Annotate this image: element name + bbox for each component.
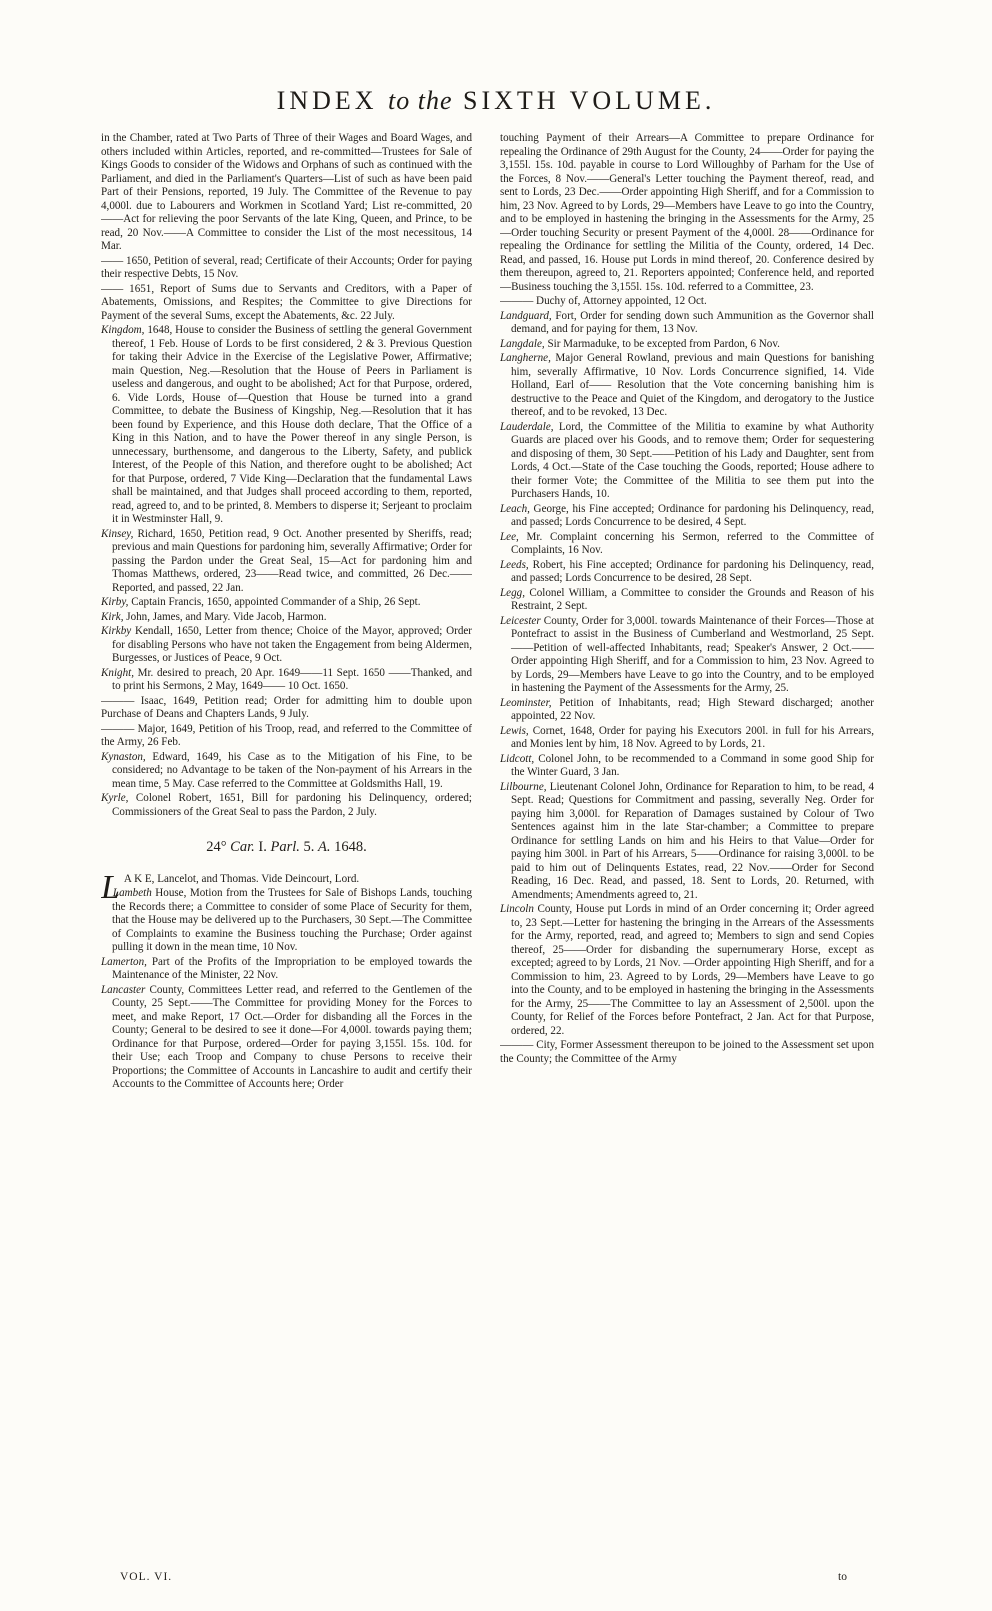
index-entry	[101, 984, 472, 1092]
index-entry	[500, 781, 874, 903]
entry-text: George, his Fine accepted; Ordinance for pardoning his Delinquency, read, and passed; Lords Concurrence to be desired, 4 Sept.	[511, 502, 874, 528]
entry-headword: Kynaston,	[101, 750, 146, 763]
catchword: to	[838, 1571, 847, 1583]
index-entry	[500, 338, 874, 352]
left-entry-list-2	[101, 887, 472, 1092]
title-connector: to the	[388, 86, 453, 115]
entry-headword: Lee,	[500, 530, 519, 543]
entry-text: Petition of Inhabitants, read; High Steward discharged; another appointed, 22 Nov.	[511, 696, 874, 722]
entry-text: Captain Francis, 1650, appointed Commander of a Ship, 26 Sept.	[128, 596, 421, 608]
entry-text: Mr. Complaint concerning his Sermon, referred to the Committee of Complaints, 16 Nov.	[511, 530, 874, 556]
entry-text: Lord, the Committee of the Militia to examine by what Authority Guards are placed over his Goods, and to remove them; Order for sequestering and disposing of them, 30 Sept.——Petition of his Lady and Daughter, sent from Lords, 4 Oct.—State of the Case touching the Goods, reported; House adhere to their former Vote; the Committee of the Militia to see them put into the Purchasers Hands, 10.	[511, 420, 874, 500]
entry-text: County, Committees Letter read, and referred to the Gentlemen of the County, 25 Sept.——The Committee for providing Money for the Forces to meet, and make Report, 17 Oct.—Order for disbanding all the Forces in the County; General to be desired to see it done—For 4,000l. towards paying them; Ordinance for that Purpose, ordered—Order for paying 3,155l. 15s. 10d. for their Use; each Troop and Company to chuse Persons to receive their Proportions; the Committee of Accounts in Lancashire to audit and certify their Accounts to the Committee of Accounts here; Order	[112, 983, 472, 1091]
entry-text: Colonel Robert, 1651, Bill for pardoning his Delinquency, ordered; Commissioners of the Great Seal to pass the Pardon, 2 July.	[112, 792, 472, 818]
index-entry	[101, 283, 472, 324]
drop-cap: L	[101, 868, 120, 906]
index-entry	[500, 725, 874, 752]
index-entry	[101, 695, 472, 722]
index-entry	[101, 887, 472, 955]
entry-text: Colonel John, to be recommended to a Command in some good Ship for the Winter Guard, 3 Jan.	[511, 752, 874, 778]
index-entry	[101, 611, 472, 625]
entry-headword: Kirkby	[101, 625, 132, 637]
index-entry	[500, 903, 874, 1038]
left-column	[101, 132, 472, 1587]
entry-headword: Lauderdale,	[500, 420, 554, 433]
entry-headword: Leicester	[500, 614, 541, 627]
entry-text: touching Payment of their Arrears—A Committee to prepare Ordinance for repealing the Ordinance of 29th August for the County, 24——Order for paying the 3,155l. 15s. 10d. payable in course to Lord Willoughby of Parham for the Use of the Forces, 8 Nov.——General's Letter touching the Payment thereof, read, and sent to Lords, 23 Dec.——Order appointing High Sheriff, and for a Commission to him, 23 Nov. Agreed to by Lords, 29—Members have Leave to go into the Country, and to be employed in hastening the bringing in the Assessments for the Army, 25—Order touching Security or present Payment of the 4,000l. 28——Ordinance for repealing the Ordinance for settling the Militia of the County, ordered, 14 Dec. Read, and passed, 16. House put Lords in mind thereof, 20. Conference desired by them thereupon, agreed to, 21. Reporters appointed; Conference held, and reported—Business touching the 3,155l. 15s. 10d. referred to a Committee, 23.	[500, 132, 874, 293]
entry-text: Lieutenant Colonel John, Ordinance for Reparation to him, to be read, 4 Sept. Read; Questions for Commitment and passing, severally Neg. Order for paying him 3,000l. for Reparation of Damages sustained by Colour of Two Sentences against him in the late Star-chamber; a Committee to prepare Ordinance for settling Lands on him and his Heirs to that Value—Order for paying him 300l. in Part of his Arrears, 5——Ordinance for raising 3,000l. to be paid to him out of Delinquents Estates, read, 22 Nov.——Order for Second Reading, 16 Dec. Read, and passed, 18. Sent to Lords, 20. Returned, with Amendments; Amendments agreed to, 21.	[511, 780, 874, 901]
entry-headword: Kinsey,	[101, 527, 134, 540]
index-entry	[101, 751, 472, 792]
entry-text: Major General Rowland, previous and main Questions for banishing him, severally Affirmative, 10 Nov. Lords Concurrence signified, 14. Vide Holland, Earl of—— Resolution that the Vote concerning banishing him is destructive to the Peace and Quiet of the Kingdom, and derogatory to the Justice thereof, and to be revoked, 13 Dec.	[511, 352, 874, 418]
index-entry	[500, 559, 874, 586]
entry-text: in the Chamber, rated at Two Parts of Three of their Wages and Board Wages, and others included within Articles, reported, and re-committed—Trustees for Sale of Kings Goods to consider of the Widows and Orphans of such as continued with the Parliament, and died in the Parliament's Quarters—List of such as have been paid Part of their Pensions, reported, 19 July. The Committee of the Revenue to pay 4,000l. due to Labourers and Workmen in Scotland Yard; List re-committed, 20——Act for relieving the poor Servants of the late King, Queen, and Prince, to be read, 20 Nov.——A Committee to consider the List of the most necessitous, 14 Mar.	[101, 132, 472, 252]
heading-parl: Parl.	[270, 839, 300, 855]
entry-headword: Lambeth	[112, 887, 152, 900]
heading-year: 1648.	[330, 839, 367, 855]
index-entry	[500, 697, 874, 724]
entry-text: John, James, and Mary. Vide Jacob, Harmon.	[123, 610, 327, 623]
section-heading	[101, 839, 472, 857]
entry-text: —— 1651, Report of Sums due to Servants and Creditors, with a Paper of Abatements, Omissions, and Respites; the Committee to give Directions for Payment of the several Sums, except the Abatements, &c. 22 July.	[101, 282, 472, 322]
entry-text: Richard, 1650, Petition read, 9 Oct. Another presented by Sheriffs, read; previous and main Questions for pardoning him, severally Affirmative; Order for passing the Pardon under the Great Seal, 15—Act for pardoning him and Thomas Matthews, ordered, 23——Read twice, and committed, 26 Dec.——Reported, and passed, 22 Jan.	[112, 527, 472, 594]
entry-headword: Leominster,	[500, 696, 552, 709]
entry-text: Mr. desired to preach, 20 Apr. 1649——11 Sept. 1650 ——Thanked, and to print his Sermons, 2 May, 1649—— 10 Oct. 1650.	[112, 666, 472, 692]
entry-headword: Lancaster	[101, 983, 146, 996]
index-entry	[101, 956, 472, 983]
entry-headword: Lincoln	[500, 903, 534, 915]
entry-text: ——— Isaac, 1649, Petition read; Order for admitting him to double upon Purchase of Deans and Chapters Lands, 9 July.	[101, 694, 472, 720]
right-entry-list	[500, 132, 874, 1066]
entry-text: Sir Marmaduke, to be excepted from Pardon, 6 Nov.	[544, 337, 780, 350]
entry-text: ——— City, Former Assessment thereupon to be joined to the Assessment set upon the County; the Committee of the Army	[500, 1039, 874, 1065]
entry-text: Edward, 1649, his Case as to the Mitigation of his Fine, to be considered; no Advantage to be taken of the Non-payment of his Arrears in the mean time, 5 May. Case referred to the Committee at Goldsmiths Hall, 19.	[112, 750, 472, 790]
entry-text: —— 1650, Petition of several, read; Certificate of their Accounts; Order for paying their respective Debts, 15 Nov.	[101, 254, 472, 280]
entry-text: House, Motion from the Trustees for Sale of Bishops Lands, touching the Records there; a Committee to consider of some Place of Security for them, that the House may be delivered up to the Purchasers, 30 Sept.—The Committee of Complaints to examine the Business touching the Purchase; Order against pulling it down in the mean time, 10 Nov.	[112, 887, 472, 954]
left-entry-list	[101, 132, 472, 819]
entry-text: Colonel William, a Committee to consider the Grounds and Reason of his Restraint, 2 Sept.	[511, 586, 874, 612]
title-suffix: SIXTH VOLUME.	[463, 86, 716, 115]
heading-anno: A.	[318, 839, 331, 855]
entry-headword: Lewis,	[500, 724, 529, 737]
heading-number: I.	[254, 839, 271, 855]
entry-text: Part of the Profits of the Impropriation to be employed towards the Maintenance of the Minister, 22 Nov.	[112, 955, 472, 982]
index-entry	[101, 723, 472, 750]
index-entry	[101, 667, 472, 694]
entry-headword: Langherne,	[500, 352, 551, 364]
entry-headword: Langdale,	[500, 337, 545, 350]
index-entry	[500, 587, 874, 614]
index-entry	[500, 753, 874, 780]
index-entry	[500, 503, 874, 530]
index-entry	[500, 531, 874, 558]
entry-text: County, House put Lords in mind of an Order concerning it; Order agreed to, 23 Sept.—Letter for hastening the bringing in the Arrears of the Assessments for the Army, reported, read, and agreed to; Members to sign and send Copies thereof, 25——Order for disbanding the supernumerary Horse, except as excepted; agreed to by Lords, 21 Nov. —Order appointing High Sheriff, and for a Commission to him, 23. Agreed to by Lords, 29—Members have Leave to go into the County, and to be employed in hastening the bringing in the Assessments for the Army, 25——The Committee to lay an Assessment of 2,500l. upon the County, for Relief of the Forces before Pontefract, 2 Jan. Act for that Purpose, ordered, 22.	[511, 903, 874, 1037]
lake-entry-text: A K E, Lancelot, and Thomas. Vide Deincourt, Lord.	[123, 872, 360, 885]
index-entry	[500, 310, 874, 337]
index-entry	[500, 295, 874, 309]
entry-headword: Kirby,	[101, 596, 129, 608]
index-entry	[101, 255, 472, 282]
entry-text: Robert, his Fine accepted; Ordinance for pardoning his Delinquency, read, and passed; Lords Concurrence to be desired, 28 Sept.	[511, 558, 874, 584]
heading-regnal: 24°	[206, 839, 231, 855]
entry-headword: Leeds,	[500, 558, 529, 571]
index-entry	[101, 132, 472, 254]
index-entry	[500, 421, 874, 502]
page-title	[0, 86, 992, 116]
index-entry	[101, 596, 472, 610]
volume-signature: VOL. VI.	[120, 1571, 173, 1583]
entry-headword: Lamerton,	[101, 955, 147, 968]
heading-car: Car.	[230, 839, 255, 855]
entry-text: ——— Major, 1649, Petition of his Troop, read, and referred to the Committee of the Army, 26 Feb.	[101, 722, 472, 748]
right-column	[500, 132, 874, 1587]
entry-headword: Leach,	[500, 502, 530, 515]
index-entry	[101, 625, 472, 666]
entry-headword: Legg,	[500, 586, 525, 599]
title-prefix: INDEX	[276, 86, 378, 115]
heading-parl-number: 5.	[299, 839, 319, 855]
index-entry	[500, 615, 874, 696]
index-entry	[101, 792, 472, 819]
entry-text: ——— Duchy of, Attorney appointed, 12 Oct.	[500, 295, 707, 307]
entry-headword: Kyrle,	[101, 792, 129, 804]
index-entry	[500, 132, 874, 294]
entry-headword: Landguard,	[500, 309, 552, 322]
index-entry	[101, 324, 472, 527]
entry-headword: Lilbourne,	[500, 780, 547, 793]
entry-text: County, Order for 3,000l. towards Maintenance of their Forces—Those at Pontefract to assist in the Business of Cumberland and Westmorland, 25 Sept.——Petition of well-affected Inhabitants, read; Speaker's Answer, 2 Oct.——Order appointing High Sheriff, and for a Commission to him, 23 Nov. Agreed to by Lords, 29—Members have Leave to go into the Country, and to be employed in hastening the Payment of the Assessments for the Army, 25.	[511, 614, 874, 694]
entry-text: 1648, House to consider the Business of settling the general Government thereof, 1 Feb. House of Lords to be first considered, 2 & 3. Previous Question for taking their Advice in the Exercise of the Legislative Power, Affirmative; main Question, Neg.—Resolution that the House of Peers in Parliament is useless and dangerous, and ought to be abolished; Act for that Purpose, ordered, 6. Vide Lords, House of—Question that House be turned into a grand Committee, to debate the Business of Kingship, Neg.—Resolution that it has been found by Experience, and this House doth declare, That the Office of a King in this Nation, and to have the Power thereof in any single Person, is unnecessary, burthensome, and dangerous to the Liberty, Safety, and publick Interest, of the People of this Nation, and therefore ought to be abolished; Act for that Purpose, ordered, 7 Vide King—Declaration that the fundamental Laws shall be maintained, and that Judges shall proceed according to them, reported, read, agreed to, and to be printed, 8. Members to disperse it; Serjeant to proclaim it in Westminster Hall, 9.	[112, 324, 472, 525]
entry-text: Fort, Order for sending down such Ammunition as the Governor shall demand, and for paying for them, 13 Nov.	[511, 309, 874, 335]
entry-headword: Knight,	[101, 666, 134, 679]
index-entry	[500, 352, 874, 420]
entry-text: Kendall, 1650, Letter from thence; Choice of the Mayor, approved; Order for disabling Persons who have not taken the Engagement from being Aldermen, Burgesses, or Justices of Peace, 9 Oct.	[112, 625, 472, 664]
index-entry	[500, 1039, 874, 1066]
entry-headword: Kirk,	[101, 610, 124, 623]
index-entry	[101, 528, 472, 596]
entry-headword: Lidcott,	[500, 752, 535, 765]
entry-text: Cornet, 1648, Order for paying his Executors 200l. in full for his Arrears, and Monies lent by him, 18 Nov. Agreed to by Lords, 21.	[511, 724, 874, 750]
entry-headword: Kingdom,	[101, 324, 145, 336]
